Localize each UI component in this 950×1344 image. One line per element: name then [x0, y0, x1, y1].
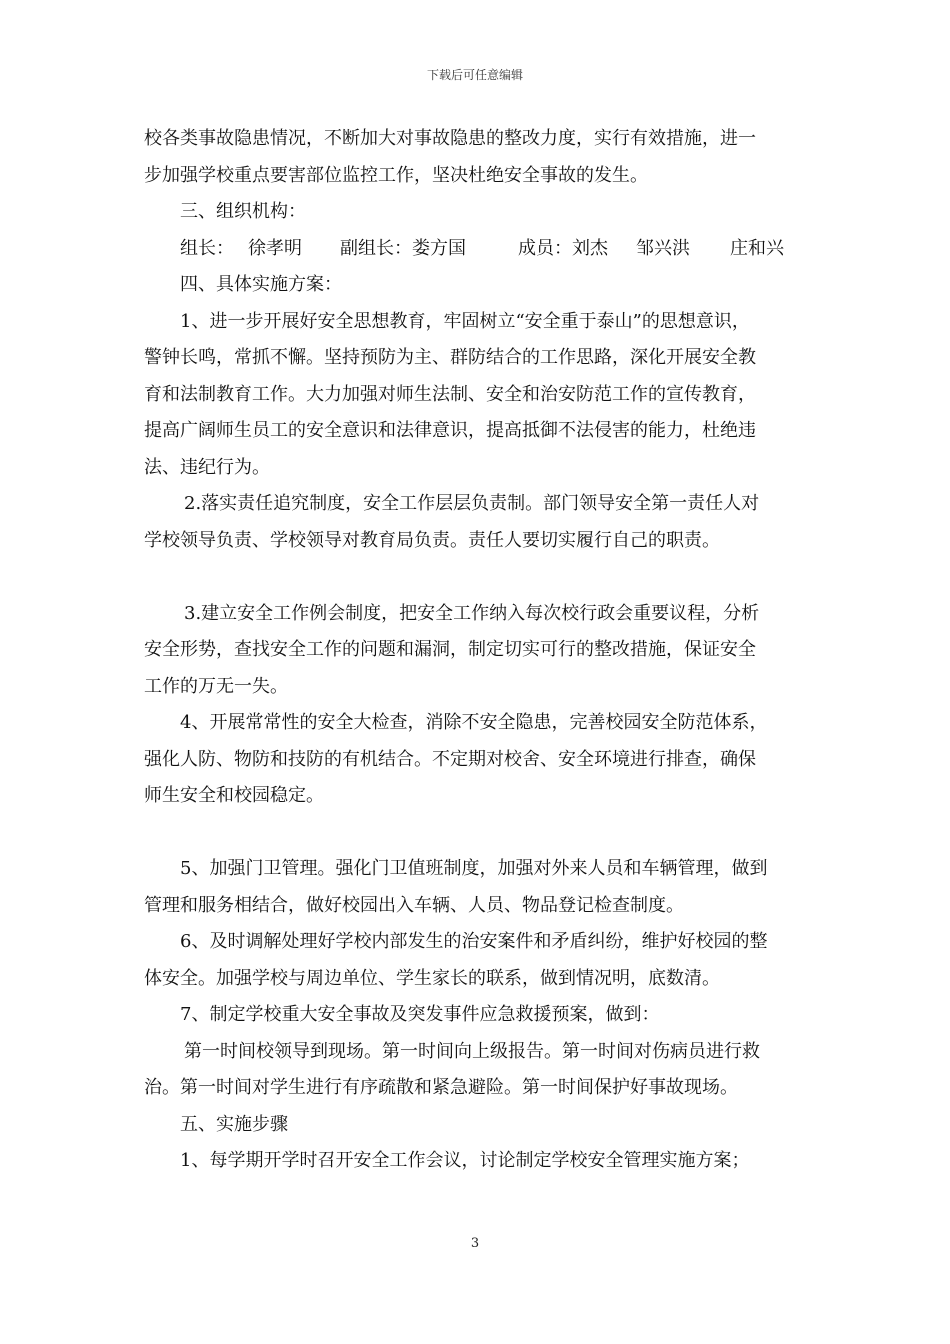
page-number: 3 — [470, 1236, 480, 1251]
paragraph-line: 学校领导负责、学校领导对教育局负责。责任人要切实履行自己的职责。 — [144, 529, 720, 551]
paragraph-line: 治。第一时间对学生进行有序疏散和紧急避险。第一时间保护好事故现场。 — [144, 1077, 738, 1098]
paragraph-line: 步加强学校重点要害部位监控工作，坚决杜绝安全事故的发生。 — [144, 164, 648, 186]
member-name: 邹兴洪 — [636, 237, 690, 259]
deputy-name: 娄方国 — [412, 237, 466, 259]
paragraph-line: 6、及时调解处理好学校内部发生的治安案件和矛盾纠纷，维护好校园的整 — [180, 931, 768, 952]
page-header: 下载后可任意编辑 — [426, 68, 523, 82]
paragraph-line: 法、违纪行为。 — [144, 456, 270, 478]
paragraph-line: 体安全。加强学校与周边单位、学生家长的联系，做到情况明，底数清。 — [144, 967, 720, 989]
blank-line — [144, 559, 806, 596]
paragraph-line: 育和法制教育工作。大力加强对师生法制、安全和治安防范工作的宣传教育， — [144, 383, 756, 405]
paragraph-line: 1、每学期开学时召开安全工作会议，讨论制定学校安全管理实施方案； — [180, 1150, 750, 1171]
member-name: 刘杰 — [572, 237, 608, 259]
paragraph-line: 警钟长鸣，常抓不懈。坚持预防为主、群防结合的工作思路，深化开展安全教 — [144, 347, 756, 368]
paragraph-line: 4、开展常常性的安全大检查，消除不安全隐患，完善校园安全防范体系， — [180, 712, 768, 733]
section-heading: 四、具体实施方案： — [180, 274, 342, 295]
paragraph-line: 2.落实责任追究制度，安全工作层层负责制。部门领导安全第一责任人对 — [184, 493, 760, 514]
leader-label: 组长： — [180, 237, 234, 259]
paragraph-line: 工作的万无一失。 — [144, 675, 288, 697]
blank-line — [144, 815, 806, 852]
paragraph-line: 1、进一步开展好安全思想教育，牢固树立“安全重于泰山”的思想意识， — [180, 310, 750, 332]
paragraph-line: 安全形势，查找安全工作的问题和漏洞，制定切实可行的整改措施，保证安全 — [144, 639, 756, 660]
member-name: 庄和兴 — [730, 237, 784, 259]
deputy-label: 副组长： — [340, 237, 412, 259]
paragraph-line: 校各类事故隐患情况，不断加大对事故隐患的整改力度，实行有效措施，进一 — [144, 128, 756, 149]
section-heading: 五、实施步骤 — [180, 1113, 288, 1135]
paragraph-line: 3.建立安全工作例会制度，把安全工作纳入每次校行政会重要议程，分析 — [184, 602, 760, 624]
org-members-line — [144, 231, 806, 268]
paragraph-line: 师生安全和校园稳定。 — [144, 785, 324, 806]
leader-name: 徐孝明 — [248, 237, 302, 259]
paragraph-line: 管理和服务相结合，做好校园出入车辆、人员、物品登记检查制度。 — [144, 894, 684, 916]
section-heading: 三、组织机构： — [180, 201, 306, 222]
paragraph-line: 提高广阔师生员工的安全意识和法律意识，提高抵御不法侵害的能力，杜绝违 — [144, 420, 756, 441]
document-body — [144, 121, 806, 1180]
paragraph-line: 第一时间校领导到现场。第一时间向上级报告。第一时间对伤病员进行救 — [184, 1040, 760, 1062]
paragraph-line: 7、制定学校重大安全事故及突发事件应急救援预案，做到： — [180, 1004, 660, 1025]
paragraph-line: 强化人防、物防和技防的有机结合。不定期对校舍、安全环境进行排查，确保 — [144, 748, 756, 770]
members-label: 成员： — [518, 237, 572, 259]
paragraph-line: 5、加强门卫管理。强化门卫值班制度，加强对外来人员和车辆管理，做到 — [180, 858, 768, 879]
